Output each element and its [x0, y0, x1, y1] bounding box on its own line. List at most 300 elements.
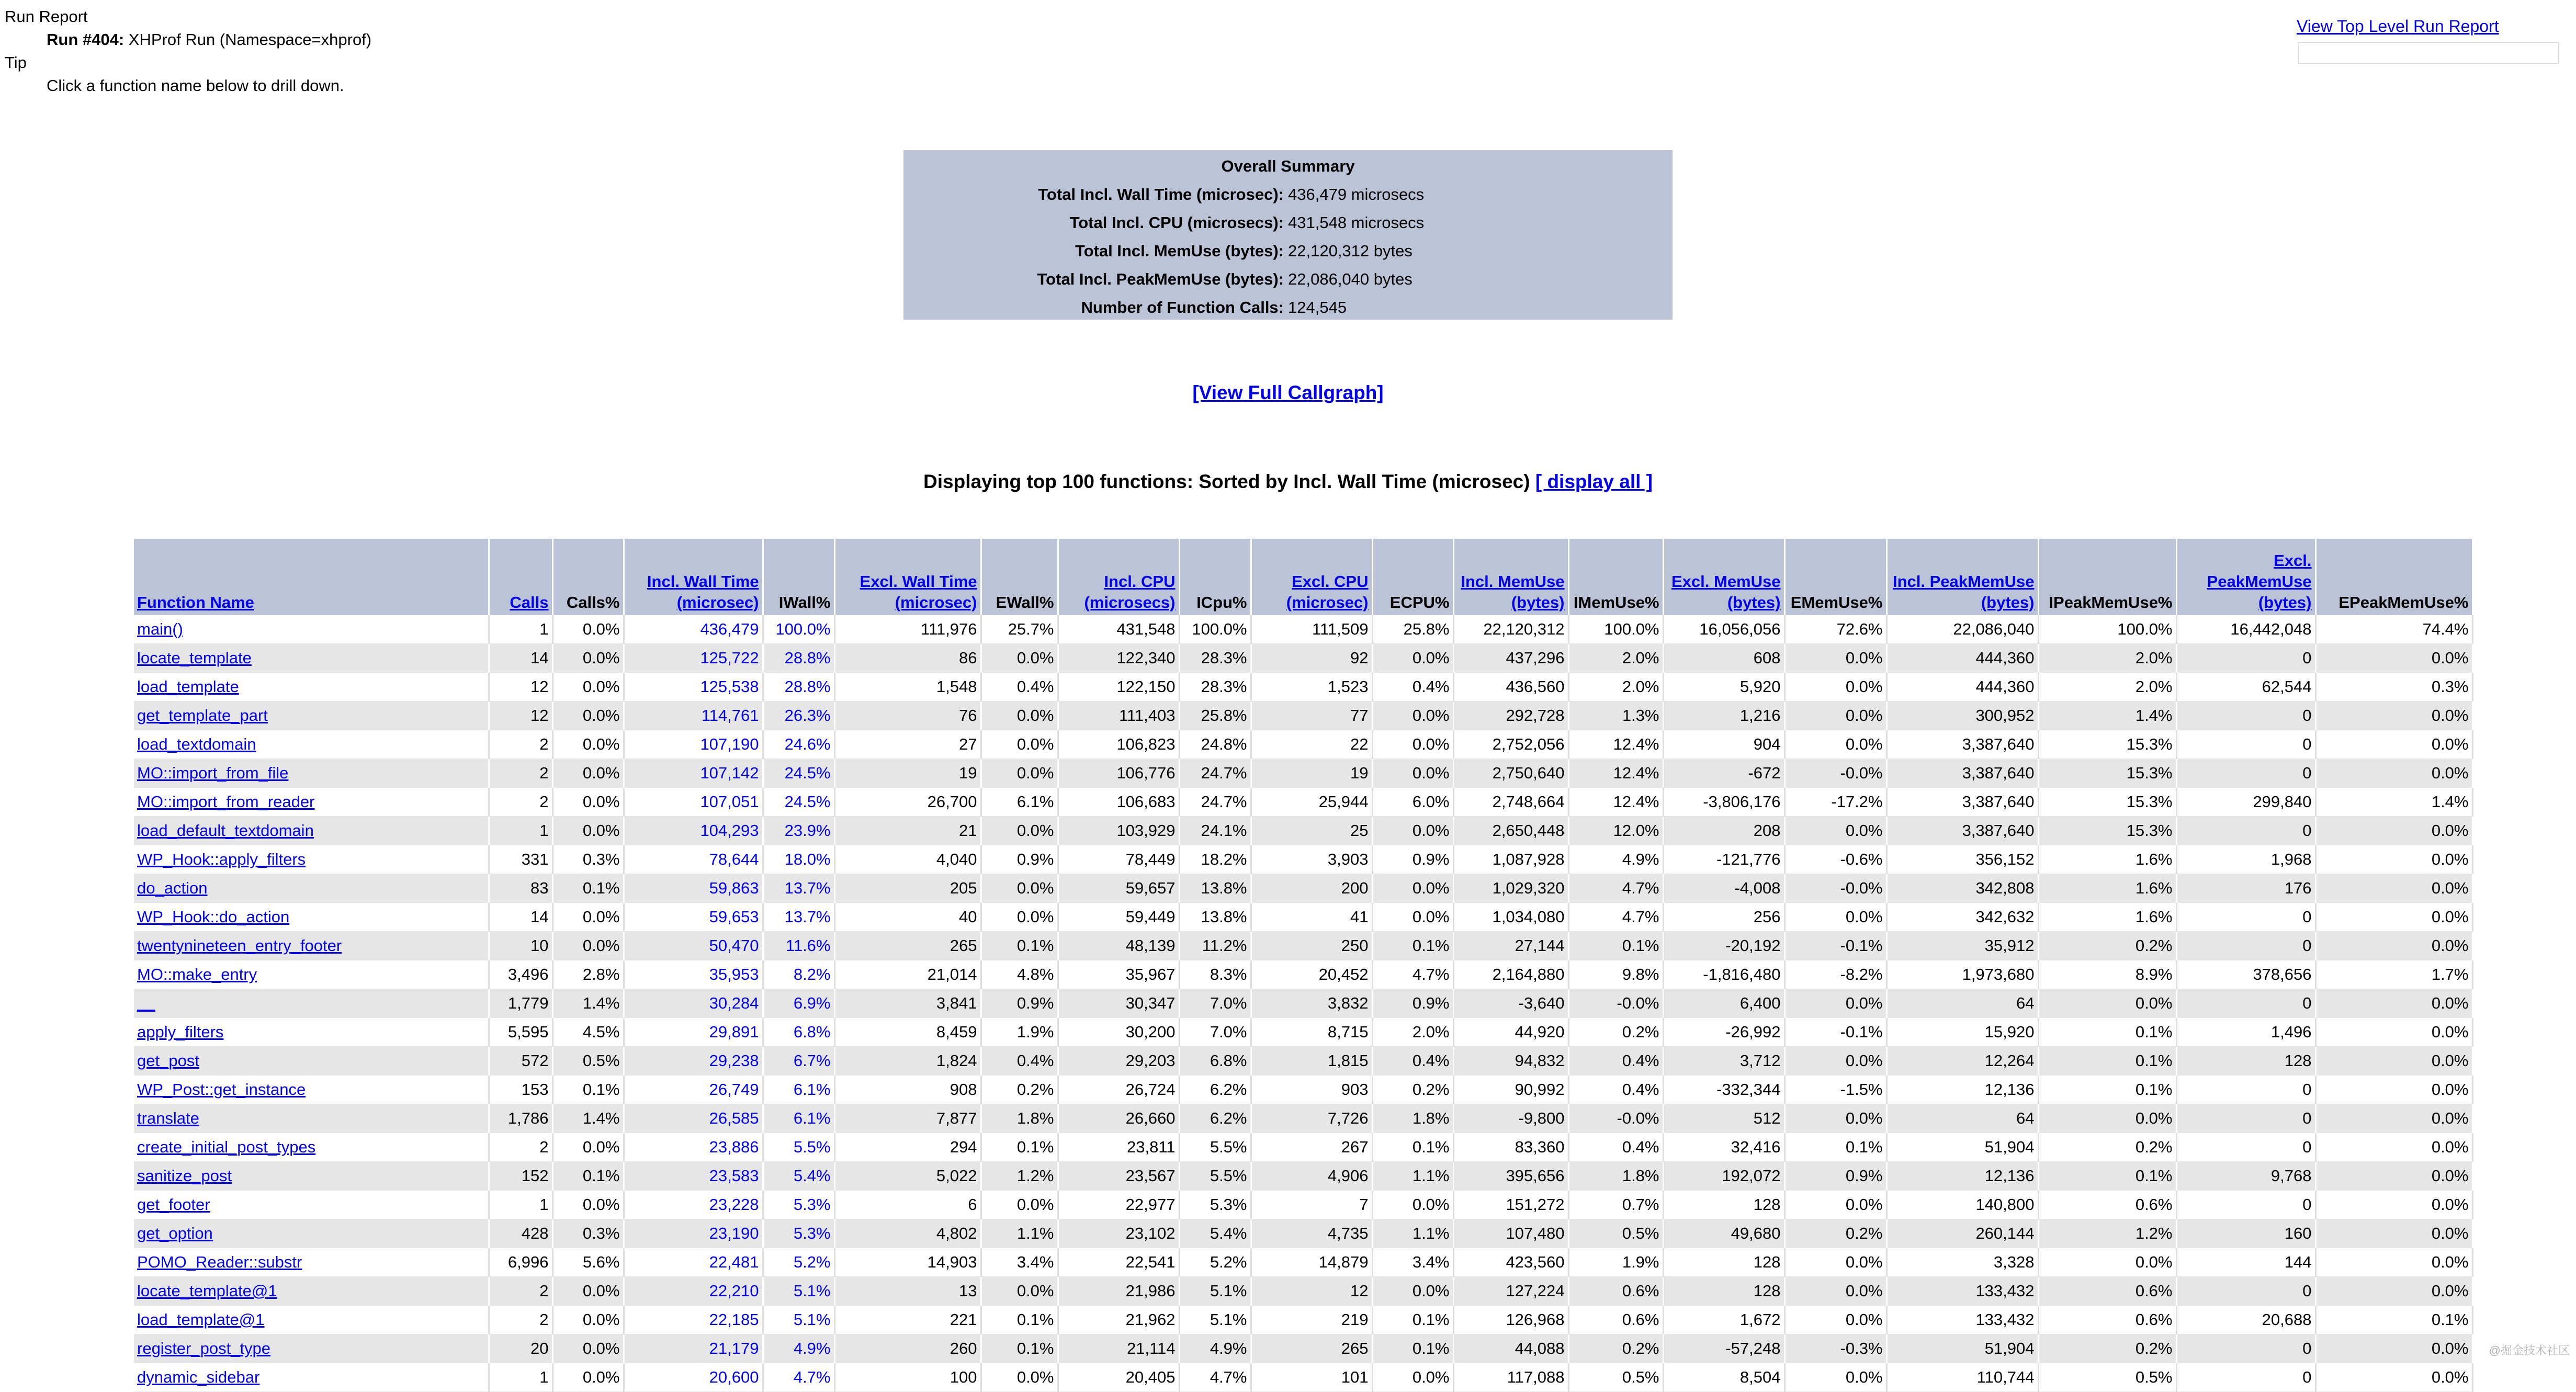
function-link[interactable]: apply_filters	[137, 1023, 224, 1041]
metric-cell: 0.0%	[981, 1191, 1058, 1219]
metric-cell: 0	[2176, 903, 2315, 932]
metric-cell: 29,238	[624, 1047, 763, 1076]
metric-cell: 0.0%	[1784, 989, 1886, 1018]
metric-cell: 1	[489, 615, 552, 644]
metric-cell: 0	[2176, 701, 2315, 730]
metric-cell: 1.9%	[981, 1018, 1058, 1047]
metric-cell: 144	[2176, 1248, 2315, 1277]
metric-cell: 0.0%	[552, 644, 624, 673]
metric-cell: 111,509	[1251, 615, 1372, 644]
metric-cell: 4.7%	[763, 1363, 834, 1392]
function-link[interactable]: do_action	[137, 879, 208, 897]
metric-cell: 3,387,640	[1886, 730, 2038, 759]
metric-cell: 7.0%	[1179, 1018, 1251, 1047]
metric-cell: 0.0%	[1784, 903, 1886, 932]
metric-cell: 4,735	[1251, 1219, 1372, 1248]
metric-cell: 6.7%	[763, 1047, 834, 1076]
function-link[interactable]: load_textdomain	[137, 735, 256, 753]
metric-cell: 25,944	[1251, 788, 1372, 817]
column-label: EMemUse%	[1790, 593, 1883, 612]
metric-cell: 395,656	[1453, 1162, 1568, 1191]
metric-cell: 0.0%	[2315, 903, 2472, 932]
function-name-cell	[134, 788, 489, 817]
function-name-cell	[134, 1047, 489, 1076]
metric-cell: 0.7%	[1568, 1191, 1663, 1219]
metric-cell: 1.6%	[2038, 845, 2176, 874]
table-row	[134, 1104, 2472, 1133]
metric-cell: 90,992	[1453, 1076, 1568, 1104]
metric-cell: 0.1%	[2038, 1076, 2176, 1104]
metric-cell: -0.0%	[1784, 874, 1886, 903]
function-link[interactable]: twentynineteen_entry_footer	[137, 936, 342, 955]
function-link[interactable]: sanitize_post	[137, 1167, 232, 1185]
metric-cell: 0.0%	[2315, 874, 2472, 903]
metric-cell: -57,248	[1663, 1334, 1784, 1363]
table-row	[134, 1133, 2472, 1162]
metric-cell: 4.7%	[1568, 903, 1663, 932]
metric-cell: 0	[2176, 730, 2315, 759]
metric-cell: -0.1%	[1784, 1018, 1886, 1047]
table-row	[134, 932, 2472, 960]
metric-cell: 0	[2176, 817, 2315, 845]
metric-cell: 0.0%	[552, 1306, 624, 1334]
function-link[interactable]: WP_Hook::do_action	[137, 908, 290, 926]
metric-cell: 12,264	[1886, 1047, 2038, 1076]
table-row	[134, 644, 2472, 673]
metric-cell: 221	[834, 1306, 981, 1334]
metric-cell: 437,296	[1453, 644, 1568, 673]
metric-cell: 1,672	[1663, 1306, 1784, 1334]
function-link[interactable]: WP_Post::get_instance	[137, 1080, 306, 1099]
metric-cell: 1.6%	[2038, 874, 2176, 903]
sort-link[interactable]: Calls	[510, 593, 549, 612]
function-link[interactable]: load_template@1	[137, 1310, 265, 1329]
metric-cell: 0	[2176, 1363, 2315, 1392]
sort-link[interactable]: Excl. MemUse (bytes)	[1671, 572, 1781, 612]
metric-cell: 0.0%	[2315, 1277, 2472, 1306]
metric-cell: 0.0%	[552, 788, 624, 817]
function-name-cell	[134, 1104, 489, 1133]
sort-link[interactable]: Incl. PeakMemUse (bytes)	[1892, 572, 2035, 612]
metric-cell: 13.8%	[1179, 903, 1251, 932]
table-row	[134, 701, 2472, 730]
metric-cell: 0.0%	[552, 1277, 624, 1306]
function-link[interactable]: create_initial_post_types	[137, 1138, 316, 1156]
metric-cell: 0.0%	[981, 644, 1058, 673]
metric-cell: 3,387,640	[1886, 759, 2038, 788]
metric-cell: 1,523	[1251, 673, 1372, 701]
metric-cell: 356,152	[1886, 845, 2038, 874]
metric-cell: 2,650,448	[1453, 817, 1568, 845]
metric-cell: 0.0%	[2315, 1162, 2472, 1191]
metric-cell: 1	[489, 817, 552, 845]
metric-cell: 35,967	[1058, 960, 1179, 989]
metric-cell: 128	[1663, 1191, 1784, 1219]
metric-cell: 13	[834, 1277, 981, 1306]
column-header	[1179, 539, 1251, 615]
metric-cell: 2.0%	[1568, 673, 1663, 701]
function-name-cell	[134, 845, 489, 874]
metric-cell: 24.5%	[763, 759, 834, 788]
metric-cell: 106,776	[1058, 759, 1179, 788]
metric-cell: 0.0%	[1372, 1277, 1453, 1306]
metric-cell: 44,920	[1453, 1018, 1568, 1047]
metric-cell: 1,968	[2176, 845, 2315, 874]
column-header[interactable]	[134, 539, 489, 615]
metric-cell: 28.8%	[763, 644, 834, 673]
metric-cell: 1.1%	[1372, 1162, 1453, 1191]
metric-cell: 22,481	[624, 1248, 763, 1277]
metric-cell: 1,824	[834, 1047, 981, 1076]
function-link[interactable]: locate_template@1	[137, 1282, 277, 1300]
metric-cell: 13.7%	[763, 903, 834, 932]
metric-cell: 378,656	[2176, 960, 2315, 989]
metric-cell: 0.0%	[2315, 1363, 2472, 1392]
sort-link[interactable]: Incl. MemUse (bytes)	[1461, 572, 1565, 612]
metric-cell: 11.2%	[1179, 932, 1251, 960]
function-link[interactable]: get_option	[137, 1224, 213, 1242]
table-row	[134, 1076, 2472, 1104]
function-link[interactable]: dynamic_sidebar	[137, 1368, 260, 1386]
function-link[interactable]: translate	[137, 1109, 199, 1127]
metric-cell: 35,953	[624, 960, 763, 989]
metric-cell: 1,548	[834, 673, 981, 701]
metric-cell: 7.0%	[1179, 989, 1251, 1018]
metric-cell: 50,470	[624, 932, 763, 960]
metric-cell: 0.0%	[1372, 874, 1453, 903]
function-name-cell	[134, 730, 489, 759]
metric-cell: 64	[1886, 989, 2038, 1018]
metric-cell: 28.3%	[1179, 644, 1251, 673]
metric-cell: 23,228	[624, 1191, 763, 1219]
metric-cell: 5.2%	[1179, 1248, 1251, 1277]
metric-cell: 24.1%	[1179, 817, 1251, 845]
function-link[interactable]: __	[137, 994, 155, 1012]
metric-cell: 12.4%	[1568, 730, 1663, 759]
metric-cell: 0.0%	[981, 730, 1058, 759]
column-header[interactable]	[1886, 539, 2038, 615]
function-name-cell	[134, 1363, 489, 1392]
metric-cell: 0.0%	[2038, 1104, 2176, 1133]
metric-cell: 8.2%	[763, 960, 834, 989]
metric-cell: 0.2%	[2038, 932, 2176, 960]
metric-cell: 26,660	[1058, 1104, 1179, 1133]
metric-cell: -8.2%	[1784, 960, 1886, 989]
metric-cell: 250	[1251, 932, 1372, 960]
metric-cell: 15.3%	[2038, 788, 2176, 817]
function-link[interactable]: load_template	[137, 677, 239, 696]
metric-cell: 6.0%	[1372, 788, 1453, 817]
metric-cell: 0.0%	[1372, 817, 1453, 845]
summary-row: Total Incl. Wall Time (microsec): 436,479 microsecs	[1038, 185, 1425, 203]
table-row	[134, 903, 2472, 932]
view-top-level-link[interactable]: View Top Level Run Report	[2297, 17, 2499, 36]
top-right-box	[2298, 42, 2559, 64]
metric-cell: 342,808	[1886, 874, 2038, 903]
metric-cell: 0.3%	[552, 1219, 624, 1248]
view-full-callgraph-link[interactable]: [View Full Callgraph]	[1192, 382, 1384, 403]
column-label: IMemUse%	[1573, 593, 1659, 612]
column-header[interactable]	[489, 539, 552, 615]
metric-cell: 153	[489, 1076, 552, 1104]
function-name-cell	[134, 615, 489, 644]
metric-cell: 7	[1251, 1191, 1372, 1219]
metric-cell: -1.5%	[1784, 1076, 1886, 1104]
table-row	[134, 1018, 2472, 1047]
metric-cell: 299,840	[2176, 788, 2315, 817]
column-header[interactable]	[2176, 539, 2315, 615]
run-description: XHProf Run (Namespace=xhprof)	[124, 30, 372, 49]
metric-cell: 0.4%	[1568, 1076, 1663, 1104]
summary-row: Total Incl. CPU (microsecs): 431,548 microsecs	[1069, 213, 1425, 232]
metric-cell: 6.1%	[763, 1104, 834, 1133]
metric-cell: 24.7%	[1179, 759, 1251, 788]
summary-row: Total Incl. PeakMemUse (bytes): 22,086,040 bytes	[1037, 270, 1413, 288]
metric-cell: 0	[2176, 1076, 2315, 1104]
metric-cell: 1.4%	[2315, 788, 2472, 817]
sort-link[interactable]: Incl. Wall Time (microsec)	[647, 572, 759, 612]
metric-cell: 30,347	[1058, 989, 1179, 1018]
table-row	[134, 673, 2472, 701]
sort-link[interactable]: Incl. CPU (microsecs)	[1084, 572, 1176, 612]
metric-cell: 265	[1251, 1334, 1372, 1363]
metric-cell: 0.4%	[1372, 1047, 1453, 1076]
function-name-cell	[134, 903, 489, 932]
metric-cell: 0.0%	[2315, 1334, 2472, 1363]
sort-link[interactable]: Excl. PeakMemUse (bytes)	[2207, 551, 2312, 612]
metric-cell: 5.6%	[552, 1248, 624, 1277]
metric-cell: 23,886	[624, 1133, 763, 1162]
metric-cell: 5.5%	[1179, 1162, 1251, 1191]
metric-cell: 59,449	[1058, 903, 1179, 932]
metric-cell: 23,567	[1058, 1162, 1179, 1191]
function-name-cell	[134, 1133, 489, 1162]
metric-cell: 1.4%	[552, 1104, 624, 1133]
function-link[interactable]: main()	[137, 620, 183, 638]
metric-cell: 5,022	[834, 1162, 981, 1191]
metric-cell: 0.0%	[1784, 1363, 1886, 1392]
function-link[interactable]: locate_template	[137, 649, 252, 667]
metric-cell: 14,879	[1251, 1248, 1372, 1277]
metric-cell: 0.4%	[1568, 1133, 1663, 1162]
metric-cell: 8.3%	[1179, 960, 1251, 989]
metric-cell: 1.8%	[1568, 1162, 1663, 1191]
metric-cell: 3,712	[1663, 1047, 1784, 1076]
column-header[interactable]	[624, 539, 763, 615]
metric-cell: 0.2%	[1568, 1334, 1663, 1363]
function-link[interactable]: get_post	[137, 1051, 199, 1070]
metric-cell: 49,680	[1663, 1219, 1784, 1248]
sort-link[interactable]: Function Name	[137, 593, 254, 612]
metric-cell: 0.0%	[2315, 1191, 2472, 1219]
metric-cell: 0.0%	[2038, 989, 2176, 1018]
metric-cell: -0.0%	[1784, 759, 1886, 788]
metric-cell: 1,029,320	[1453, 874, 1568, 903]
metric-cell: 29,203	[1058, 1047, 1179, 1076]
metric-cell: 608	[1663, 644, 1784, 673]
metric-cell: 0.2%	[1372, 1076, 1453, 1104]
metric-cell: 25.8%	[1179, 701, 1251, 730]
metric-cell: 0.0%	[1784, 673, 1886, 701]
column-header	[981, 539, 1058, 615]
metric-cell: 133,432	[1886, 1277, 2038, 1306]
function-link[interactable]: MO::import_from_reader	[137, 793, 315, 811]
metric-cell: 267	[1251, 1133, 1372, 1162]
metric-cell: 2,748,664	[1453, 788, 1568, 817]
column-header[interactable]	[1453, 539, 1568, 615]
table-row	[134, 1047, 2472, 1076]
metric-cell: 0.1%	[1372, 932, 1453, 960]
function-link[interactable]: register_post_type	[137, 1339, 271, 1357]
metric-cell: 111,403	[1058, 701, 1179, 730]
metric-cell: 12	[489, 701, 552, 730]
metric-cell: 0.6%	[1568, 1306, 1663, 1334]
sort-link[interactable]: Excl. CPU (microsec)	[1286, 572, 1369, 612]
metric-cell: 0.1%	[981, 1306, 1058, 1334]
run-id: Run #404:	[47, 30, 125, 49]
metric-cell: 0.0%	[2315, 1018, 2472, 1047]
function-link[interactable]: get_footer	[137, 1195, 210, 1214]
function-link[interactable]: MO::import_from_file	[137, 764, 289, 782]
column-label: ICpu%	[1196, 593, 1247, 612]
metric-cell: 100.0%	[1568, 615, 1663, 644]
sort-link[interactable]: Excl. Wall Time (microsec)	[860, 572, 977, 612]
metric-cell: 0.0%	[1372, 1363, 1453, 1392]
metric-cell: 111,976	[834, 615, 981, 644]
metric-cell: 125,722	[624, 644, 763, 673]
metric-cell: 208	[1663, 817, 1784, 845]
metric-cell: 1.8%	[1372, 1104, 1453, 1133]
metric-cell: 0.0%	[2315, 759, 2472, 788]
column-header[interactable]	[1251, 539, 1372, 615]
metric-cell: 23.9%	[763, 817, 834, 845]
metric-cell: 260	[834, 1334, 981, 1363]
metric-cell: 5.2%	[763, 1248, 834, 1277]
metric-cell: 5.3%	[763, 1219, 834, 1248]
summary-title: Overall Summary	[1221, 157, 1355, 175]
metric-cell: 8,504	[1663, 1363, 1784, 1392]
metric-cell: 3,387,640	[1886, 788, 2038, 817]
metric-cell: 0.0%	[1784, 644, 1886, 673]
metric-cell: 24.6%	[763, 730, 834, 759]
metric-cell: 0.2%	[2038, 1334, 2176, 1363]
table-row	[134, 1277, 2472, 1306]
metric-cell: 260,144	[1886, 1219, 2038, 1248]
metric-cell: 4.7%	[1179, 1363, 1251, 1392]
metric-cell: 11.6%	[763, 932, 834, 960]
metric-cell: 0.0%	[1784, 1277, 1886, 1306]
metric-cell: 0.9%	[981, 845, 1058, 874]
function-name-cell	[134, 1076, 489, 1104]
metric-cell: 14	[489, 903, 552, 932]
metric-cell: 21,962	[1058, 1306, 1179, 1334]
function-link[interactable]: get_template_part	[137, 706, 268, 725]
metric-cell: 1,779	[489, 989, 552, 1018]
metric-cell: 0.2%	[2038, 1133, 2176, 1162]
metric-cell: 8.9%	[2038, 960, 2176, 989]
function-link[interactable]: WP_Hook::apply_filters	[137, 850, 306, 868]
metric-cell: 0	[2176, 1104, 2315, 1133]
metric-cell: 26,585	[624, 1104, 763, 1133]
function-link[interactable]: load_default_textdomain	[137, 821, 314, 840]
metric-cell: 205	[834, 874, 981, 903]
table-row	[134, 1162, 2472, 1191]
metric-cell: 3.4%	[981, 1248, 1058, 1277]
metric-cell: 1.4%	[2038, 701, 2176, 730]
display-all-link[interactable]: [ display all ]	[1535, 471, 1653, 492]
metric-cell: -9,800	[1453, 1104, 1568, 1133]
summary-row: Total Incl. MemUse (bytes): 22,120,312 bytes	[1075, 242, 1413, 260]
metric-cell: 0.0%	[1784, 701, 1886, 730]
column-header	[552, 539, 624, 615]
metric-cell: 22,977	[1058, 1191, 1179, 1219]
metric-cell: 27	[834, 730, 981, 759]
metric-cell: 20	[489, 1334, 552, 1363]
metric-cell: 0	[2176, 1191, 2315, 1219]
metric-cell: 4.9%	[763, 1334, 834, 1363]
metric-cell: 24.7%	[1179, 788, 1251, 817]
function-link[interactable]: POMO_Reader::substr	[137, 1253, 302, 1271]
metric-cell: 2.8%	[552, 960, 624, 989]
metric-cell: 12.4%	[1568, 788, 1663, 817]
metric-cell: 128	[1663, 1248, 1784, 1277]
metric-cell: 423,560	[1453, 1248, 1568, 1277]
column-header[interactable]	[1663, 539, 1784, 615]
metric-cell: 59,653	[624, 903, 763, 932]
metric-cell: 0.1%	[1372, 1334, 1453, 1363]
function-link[interactable]: MO::make_entry	[137, 965, 257, 983]
metric-cell: 2.0%	[2038, 673, 2176, 701]
metric-cell: 0	[2176, 759, 2315, 788]
metric-cell: 4.7%	[1372, 960, 1453, 989]
metric-cell: 3,841	[834, 989, 981, 1018]
metric-cell: 331	[489, 845, 552, 874]
metric-cell: 13.7%	[763, 874, 834, 903]
metric-cell: 24.8%	[1179, 730, 1251, 759]
table-row	[134, 1219, 2472, 1248]
metric-cell: 5.4%	[1179, 1219, 1251, 1248]
metric-cell: 0.0%	[2315, 1076, 2472, 1104]
function-name-cell	[134, 874, 489, 903]
metric-cell: 342,632	[1886, 903, 2038, 932]
metric-cell: 12.0%	[1568, 817, 1663, 845]
metric-cell: 5.3%	[1179, 1191, 1251, 1219]
metric-cell: 5,920	[1663, 673, 1784, 701]
metric-cell: 0.0%	[981, 874, 1058, 903]
metric-cell: 0.0%	[2315, 845, 2472, 874]
metric-cell: 92	[1251, 644, 1372, 673]
metric-cell: 6.2%	[1179, 1076, 1251, 1104]
metric-cell: 0.0%	[2315, 817, 2472, 845]
metric-cell: 78,644	[624, 845, 763, 874]
metric-cell: 200	[1251, 874, 1372, 903]
metric-cell: 2	[489, 1133, 552, 1162]
metric-cell: 265	[834, 932, 981, 960]
function-name-cell	[134, 701, 489, 730]
column-header[interactable]	[834, 539, 981, 615]
table-row	[134, 989, 2472, 1018]
function-name-cell	[134, 1277, 489, 1306]
column-header[interactable]	[1058, 539, 1179, 615]
metric-cell: 22,120,312	[1453, 615, 1568, 644]
metric-cell: 107,142	[624, 759, 763, 788]
metric-cell: 18.0%	[763, 845, 834, 874]
metric-cell: 0.0%	[552, 701, 624, 730]
metric-cell: 101	[1251, 1363, 1372, 1392]
metric-cell: 24.5%	[763, 788, 834, 817]
metric-cell: 0.0%	[552, 730, 624, 759]
metric-cell: 8,715	[1251, 1018, 1372, 1047]
